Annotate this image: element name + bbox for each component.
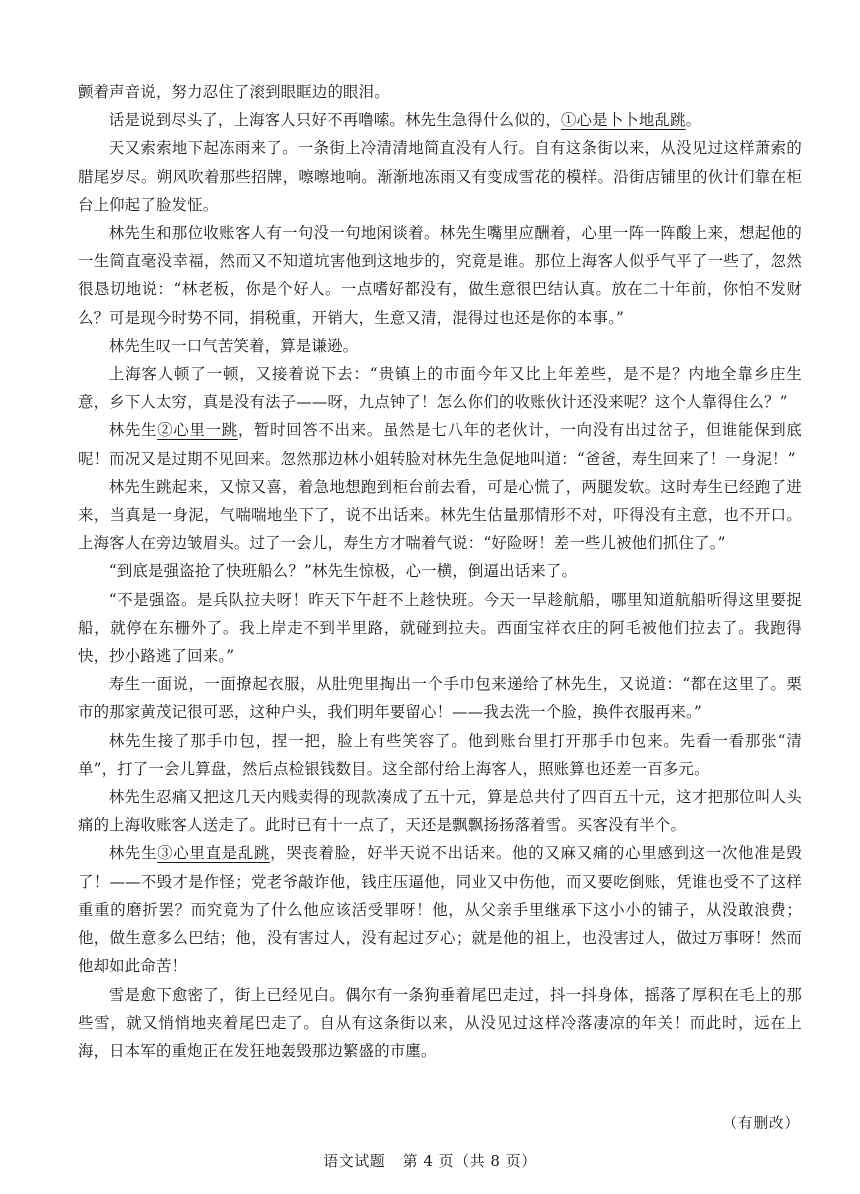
footer-subject: 语文试题 bbox=[323, 1152, 386, 1170]
paragraph bbox=[78, 981, 802, 1066]
paragraph bbox=[78, 134, 802, 219]
text-segment: 寿生一面说，一面撩起衣服，从肚兜里掏出一个手巾包来递给了林先生，又说道：“都在这里了。栗市的那家黄茂记很可恶，这种户头，我们明年要留心！——我去洗一个脸，换件衣服再来。” bbox=[78, 675, 802, 722]
paragraph bbox=[78, 219, 802, 332]
paragraph bbox=[78, 557, 802, 585]
text-segment: 林先生跳起来，又惊又喜，着急地想跑到柜台前去看，可是心慌了，两腿发软。这时寿生已经跑了进来，当真是一身泥，气喘喘地坐下了，说不出话来。林先生估量那情形不对，吓得没有主意，也不开口。上海客人在旁边皱眉头。过了一会儿，寿生方才喘着气说：“好险呀！差一些儿被他们抓住了。” bbox=[78, 477, 802, 553]
text-segment: ，暂时回答不出来。虽然是七八年的老伙计，一向没有出过岔子，但谁能保到底呢！而况又是过期不见回来。忽然那边林小姐转脸对林先生急促地叫道：“爸爸，寿生回来了！一身泥！” bbox=[78, 421, 802, 468]
paragraph bbox=[78, 670, 802, 726]
text-segment: 林先生接了那手巾包，捏一把，脸上有些笑容了。他到账台里打开那手巾包来。先看一看那张“清单”，打了一会儿算盘，然后点检银钱数目。这全部付给上海客人，照账算也还差一百多元。 bbox=[78, 731, 802, 778]
underlined-phrase: ①心是卜卜地乱跳 bbox=[560, 111, 686, 130]
paragraph bbox=[78, 783, 802, 839]
underlined-phrase: ③心里直是乱跳 bbox=[157, 844, 271, 863]
underlined-phrase: ②心里一跳 bbox=[157, 421, 238, 440]
text-segment: 林先生叹一口气苦笑着，算是谦逊。 bbox=[108, 336, 359, 355]
text-segment: 雪是愈下愈密了，街上已经见白。偶尔有一条狗垂着尾巴走过，抖一抖身体，摇落了厚积在毛上的那些雪，就又悄悄地夹着尾巴走了。自从有这条街以来，从没见过这样冷落凄凉的年关！而此时，远在上海，日本军的重炮正在发狂地轰毁那边繁盛的市廛。 bbox=[78, 985, 802, 1060]
text-segment: 林先生忍痛又把这几天内贱卖得的现款凑成了五十元，算是总共付了四百五十元，这才把那位叫人头痛的上海收账客人送走了。此时已有十一点了，天还是飘飘扬扬落着雪。买客没有半个。 bbox=[78, 788, 802, 835]
page-footer bbox=[0, 1150, 860, 1171]
text-segment: 天又索索地下起冻雨来了。一条街上冷清清地简直没有人行。自有这条街以来，从没见过这样萧索的腊尾岁尽。朔风吹着那些招牌，嚓嚓地响。渐渐地冻雨又有变成雪花的模样。沿街店铺里的伙计们靠在柜台上仰起了脸发怔。 bbox=[78, 139, 802, 214]
paragraph bbox=[78, 416, 802, 472]
text-segment: 话是说到尽头了，上海客人只好不再噜嗦。林先生急得什么似的， bbox=[108, 111, 561, 130]
paragraph bbox=[78, 106, 802, 134]
paragraph bbox=[78, 473, 802, 558]
paragraph bbox=[78, 332, 802, 360]
text-segment: ，哭丧着脸，好半天说不出话来。他的又麻又痛的心里感到这一次他准是毁了！——不毁才是作怪；党老爷敲诈他，钱庄压逼他，同业又中伤他，而又要吃倒账，凭谁也受不了这样重重的磨折罢？而究竟为了什么他应该活受罪呀！他，从父亲手里继承下这小小的铺子，从没敢浪费；他，做生意多么巴结；他，没有害过人，没有起过歹心；就是他的祖上，也没害过人，做过万事呀！然而他却如此命苦！ bbox=[78, 844, 802, 976]
footer-page-number: 第 4 页（共 8 页） bbox=[402, 1152, 537, 1170]
text-segment: “到底是强盗抢了快班船么？”林先生惊极，心一横，倒逼出话来了。 bbox=[108, 562, 578, 581]
paragraph bbox=[78, 586, 802, 671]
paragraph bbox=[78, 360, 802, 416]
abridged-note: （有删改） bbox=[722, 1116, 800, 1132]
text-segment: 林先生 bbox=[108, 844, 158, 863]
paragraph bbox=[78, 78, 802, 106]
article-body bbox=[78, 78, 802, 1065]
paragraph bbox=[78, 727, 802, 783]
text-segment: 林先生 bbox=[108, 421, 158, 440]
text-segment: “不是强盗。是兵队拉夫呀！昨天下午赶不上趁快班。今天一早趁航船，哪里知道航船听得这里要捉船，就停在东栅外了。我上岸走不到半里路，就碰到拉夫。西面宝祥衣庄的阿毛被他们拉去了。我跑得快，抄小路逃了回来。” bbox=[78, 590, 802, 666]
text-segment: 颤着声音说，努力忍住了滚到眼眶边的眼泪。 bbox=[78, 83, 390, 101]
text-segment: 上海客人顿了一顿，又接着说下去：“贵镇上的市面今年又比上年差些，是不是？内地全靠乡庄生意，乡下人太穷，真是没有法子——呀，九点钟了！怎么你们的收账伙计还没来呢？这个人靠得住么？” bbox=[78, 365, 802, 412]
text-segment: 林先生和那位收账客人有一句没一句地闲谈着。林先生嘴里应酬着，心里一阵一阵酸上来，想起他的一生简直毫没幸福，然而又不知道坑害他到这地步的，究竟是谁。那位上海客人似乎气平了一些了，忽然很恳切地说：“林老板，你是个好人。一点嗜好都没有，做生意很巴结认真。放在二十年前，你怕不发财么？可是现今时势不同，捐税重，开销大，生意又清，混得过也还是你的本事。” bbox=[78, 224, 802, 327]
text-segment: 。 bbox=[685, 111, 702, 130]
paragraph bbox=[78, 839, 802, 980]
